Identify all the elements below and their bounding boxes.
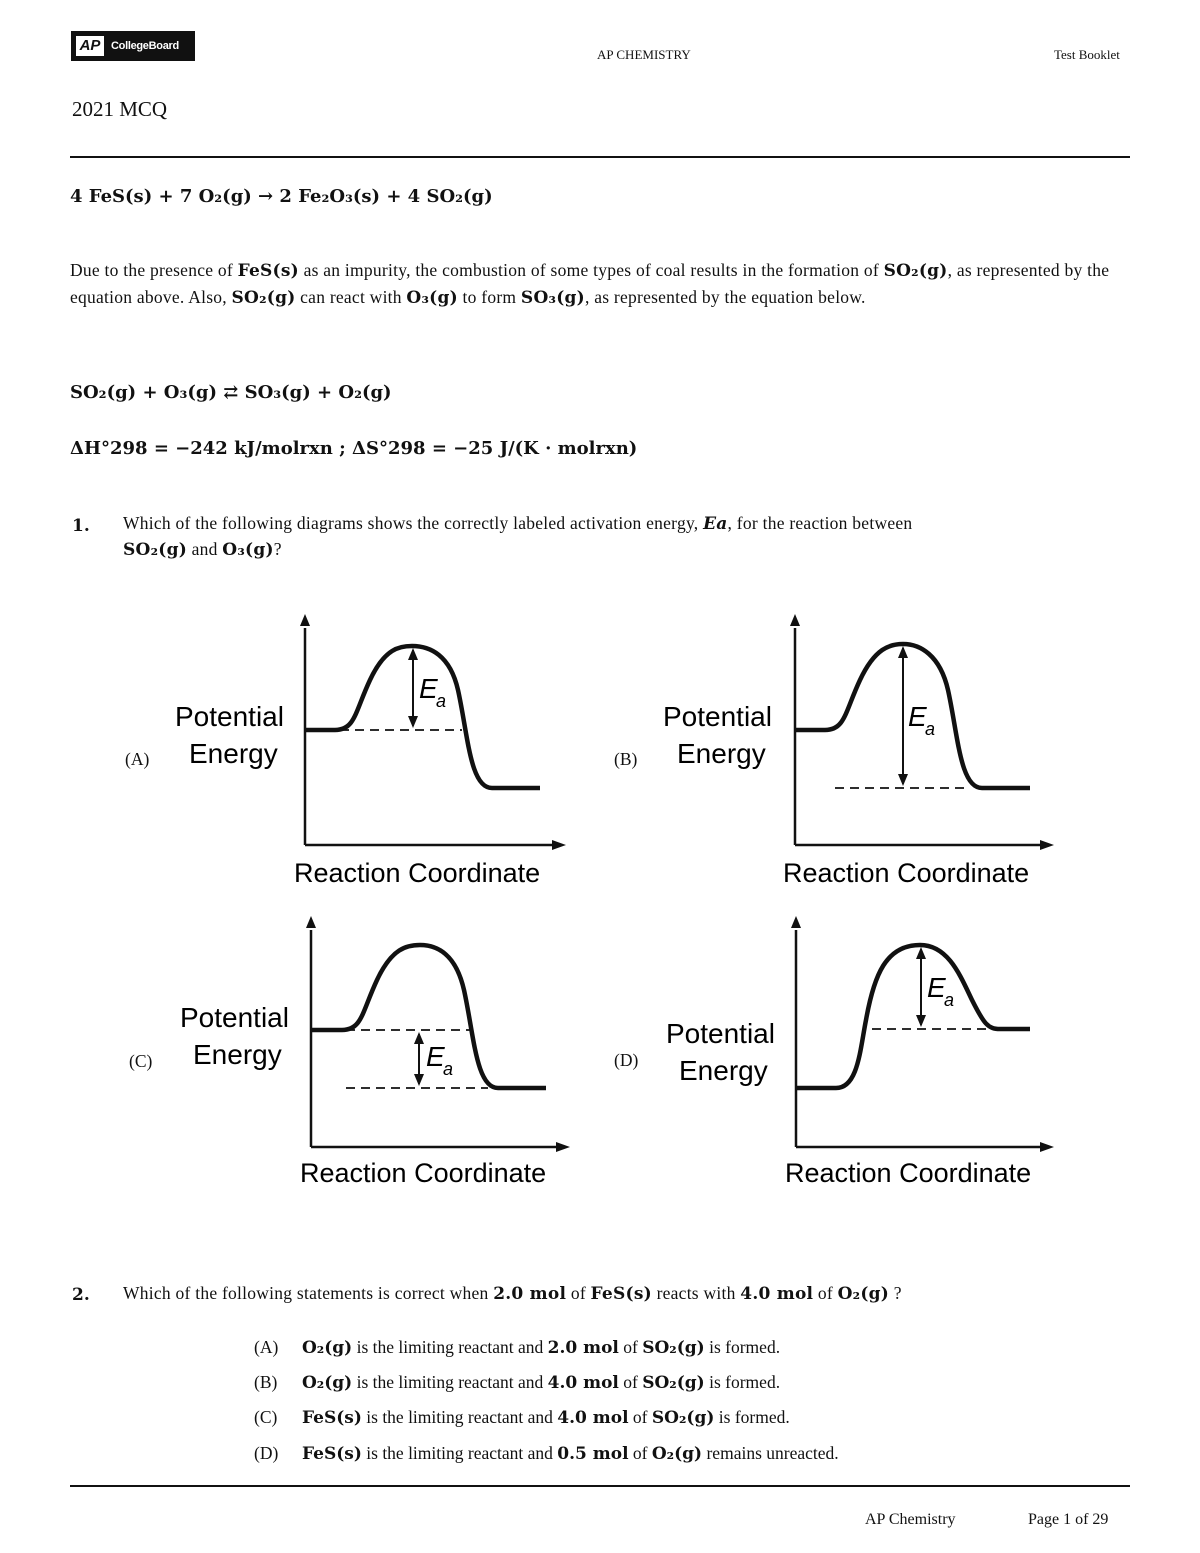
y-label-1: Potential (666, 1018, 775, 1049)
ap-logo-mark: AP (76, 36, 104, 56)
ea-subscript: a (944, 990, 955, 1010)
chem-o3: O₃(g) (406, 288, 458, 308)
ozone-equation: SO₂(g) + O₃(g) ⇄ SO₃(g) + O₂(g) (70, 382, 392, 403)
option-text: remains unreacted. (702, 1443, 839, 1463)
option-a[interactable] (254, 1337, 780, 1358)
chem-so2: SO₂(g) (123, 540, 188, 560)
chem: FeS(s) (302, 1408, 362, 1428)
option-text: is the limiting reactant and (352, 1337, 548, 1357)
question-text: ? (273, 539, 282, 559)
question-text: Which of the following statements is correct when (123, 1283, 494, 1303)
chem-so3: SO₃(g) (520, 288, 585, 308)
question-2-text (123, 1281, 1128, 1307)
option-text: is the limiting reactant and (361, 1407, 558, 1427)
chem-o3: O₃(g) (222, 540, 274, 560)
option-text: is formed. (704, 1337, 781, 1357)
diagram-a-label: (A) (125, 749, 150, 769)
y-axis-arrowhead (790, 614, 800, 626)
question-2-number: 2. (72, 1285, 90, 1305)
option-label: (C) (254, 1407, 278, 1427)
ea-label: E (426, 1041, 445, 1072)
y-label-1: Potential (663, 701, 772, 732)
option-text: is formed. (704, 1372, 781, 1392)
x-axis-arrowhead (1040, 1142, 1054, 1152)
x-axis-arrowhead (556, 1142, 570, 1152)
diagram-d (666, 916, 1054, 1188)
diagram-c-label: (C) (129, 1051, 153, 1071)
arrowhead-bottom (414, 1074, 424, 1086)
ea-arrowhead-top (408, 648, 418, 660)
chem: O₂(g) (302, 1338, 353, 1358)
amount-fes: 2.0 mol (493, 1284, 567, 1304)
ea-arrowhead-bottom (408, 716, 418, 728)
intro-text: to form (457, 287, 521, 307)
chem-so2: SO₂(g) (883, 261, 948, 281)
amount: 2.0 mol (547, 1338, 619, 1358)
intro-text: , as represented by the equation below. (584, 287, 866, 307)
amount: 4.0 mol (557, 1408, 629, 1428)
college-board-wordmark: CollegeBoard (111, 40, 179, 52)
footer-course: AP Chemistry (865, 1511, 956, 1528)
amount: 4.0 mol (547, 1373, 619, 1393)
question-text: , for the reaction between (727, 513, 913, 533)
chem: O₂(g) (302, 1373, 353, 1393)
chem-so2: SO₂(g) (231, 288, 296, 308)
y-axis-arrowhead (791, 916, 801, 928)
option-text: of (618, 1372, 643, 1392)
ea-arrowhead-top (898, 646, 908, 658)
chem: FeS(s) (302, 1444, 362, 1464)
y-axis-arrowhead (300, 614, 310, 626)
intro-text: Due to the presence of (70, 260, 238, 280)
option-label: (D) (254, 1443, 279, 1463)
option-text: of (628, 1443, 652, 1463)
footer-page-number: Page 1 of 29 (1028, 1511, 1109, 1528)
x-label: Reaction Coordinate (300, 1158, 547, 1188)
bottom-divider (70, 1485, 1130, 1487)
y-label-1: Potential (175, 701, 284, 732)
y-label-2: Energy (677, 738, 766, 769)
ea-subscript: a (436, 691, 447, 711)
diagram-a (175, 614, 566, 888)
question-text: of (566, 1283, 591, 1303)
y-label-2: Energy (189, 738, 278, 769)
question-text: and (187, 539, 223, 559)
diagram-c (180, 916, 570, 1188)
chem: SO₂(g) (642, 1338, 705, 1358)
energy-curve (305, 646, 540, 788)
option-b[interactable] (254, 1372, 780, 1393)
option-text: is formed. (714, 1407, 790, 1427)
thermodynamic-data: ΔH°298 = −242 kJ/molrxn ; ΔS°298 = −25 J/(K · molrxn) (70, 438, 638, 459)
y-label-2: Energy (679, 1055, 768, 1086)
ea-symbol: Ea (703, 514, 728, 534)
intro-text: can react with (295, 287, 407, 307)
y-label-2: Energy (193, 1039, 282, 1070)
chem: SO₂(g) (642, 1373, 705, 1393)
x-axis-arrowhead (1040, 840, 1054, 850)
arrowhead-top (916, 947, 926, 959)
question-text: of (813, 1283, 838, 1303)
ea-subscript: a (925, 719, 936, 739)
diagram-b (663, 614, 1054, 888)
option-text: of (628, 1407, 652, 1427)
option-c[interactable] (254, 1407, 790, 1428)
option-label: (B) (254, 1372, 278, 1392)
x-label: Reaction Coordinate (783, 858, 1030, 888)
ea-arrowhead-bottom (898, 774, 908, 786)
x-label: Reaction Coordinate (785, 1158, 1032, 1188)
x-axis-arrowhead (552, 840, 566, 850)
chem-o2: O₂(g) (837, 1284, 890, 1304)
section-title: 2021 MCQ (72, 97, 168, 121)
chem-fes: FeS(s) (237, 261, 299, 281)
option-label: (A) (254, 1337, 279, 1357)
chem: SO₂(g) (651, 1408, 715, 1428)
x-label: Reaction Coordinate (294, 858, 541, 888)
question-1-number: 1. (72, 516, 90, 536)
diagram-d-label: (D) (614, 1050, 639, 1070)
intro-text: , as represented by the equation above. Also, (70, 260, 1110, 307)
y-axis-arrowhead (306, 916, 316, 928)
intro-text: as an impurity, the combustion of some types of coal results in the formation of (298, 260, 884, 280)
amount-o2: 4.0 mol (740, 1284, 814, 1304)
option-text: of (618, 1337, 643, 1357)
arrowhead-top (414, 1032, 424, 1044)
question-text: Which of the following diagrams shows the correctly labeled activation energy, (123, 513, 704, 533)
amount: 0.5 mol (557, 1444, 629, 1464)
chem: O₂(g) (651, 1444, 703, 1464)
option-text: is the limiting reactant and (361, 1443, 558, 1463)
question-text: reacts with (651, 1283, 741, 1303)
ea-label: E (908, 701, 927, 732)
energy-curve (796, 945, 1030, 1088)
option-text: is the limiting reactant and (352, 1372, 548, 1392)
ea-subscript: a (443, 1059, 454, 1079)
chem-fes: FeS(s) (590, 1284, 652, 1304)
header-right-title: Test Booklet (1054, 47, 1120, 62)
header-center-title: AP CHEMISTRY (597, 47, 691, 62)
diagram-b-label: (B) (614, 749, 638, 769)
y-label-1: Potential (180, 1002, 289, 1033)
arrowhead-bottom (916, 1015, 926, 1027)
ea-label: E (927, 972, 946, 1003)
question-text: ? (889, 1283, 902, 1303)
option-d[interactable] (254, 1443, 839, 1464)
ea-label: E (419, 673, 438, 704)
equation-text: 4 FeS(s) + 7 O₂(g) → 2 Fe₂O₃(s) + 4 SO₂(g) (70, 186, 493, 207)
